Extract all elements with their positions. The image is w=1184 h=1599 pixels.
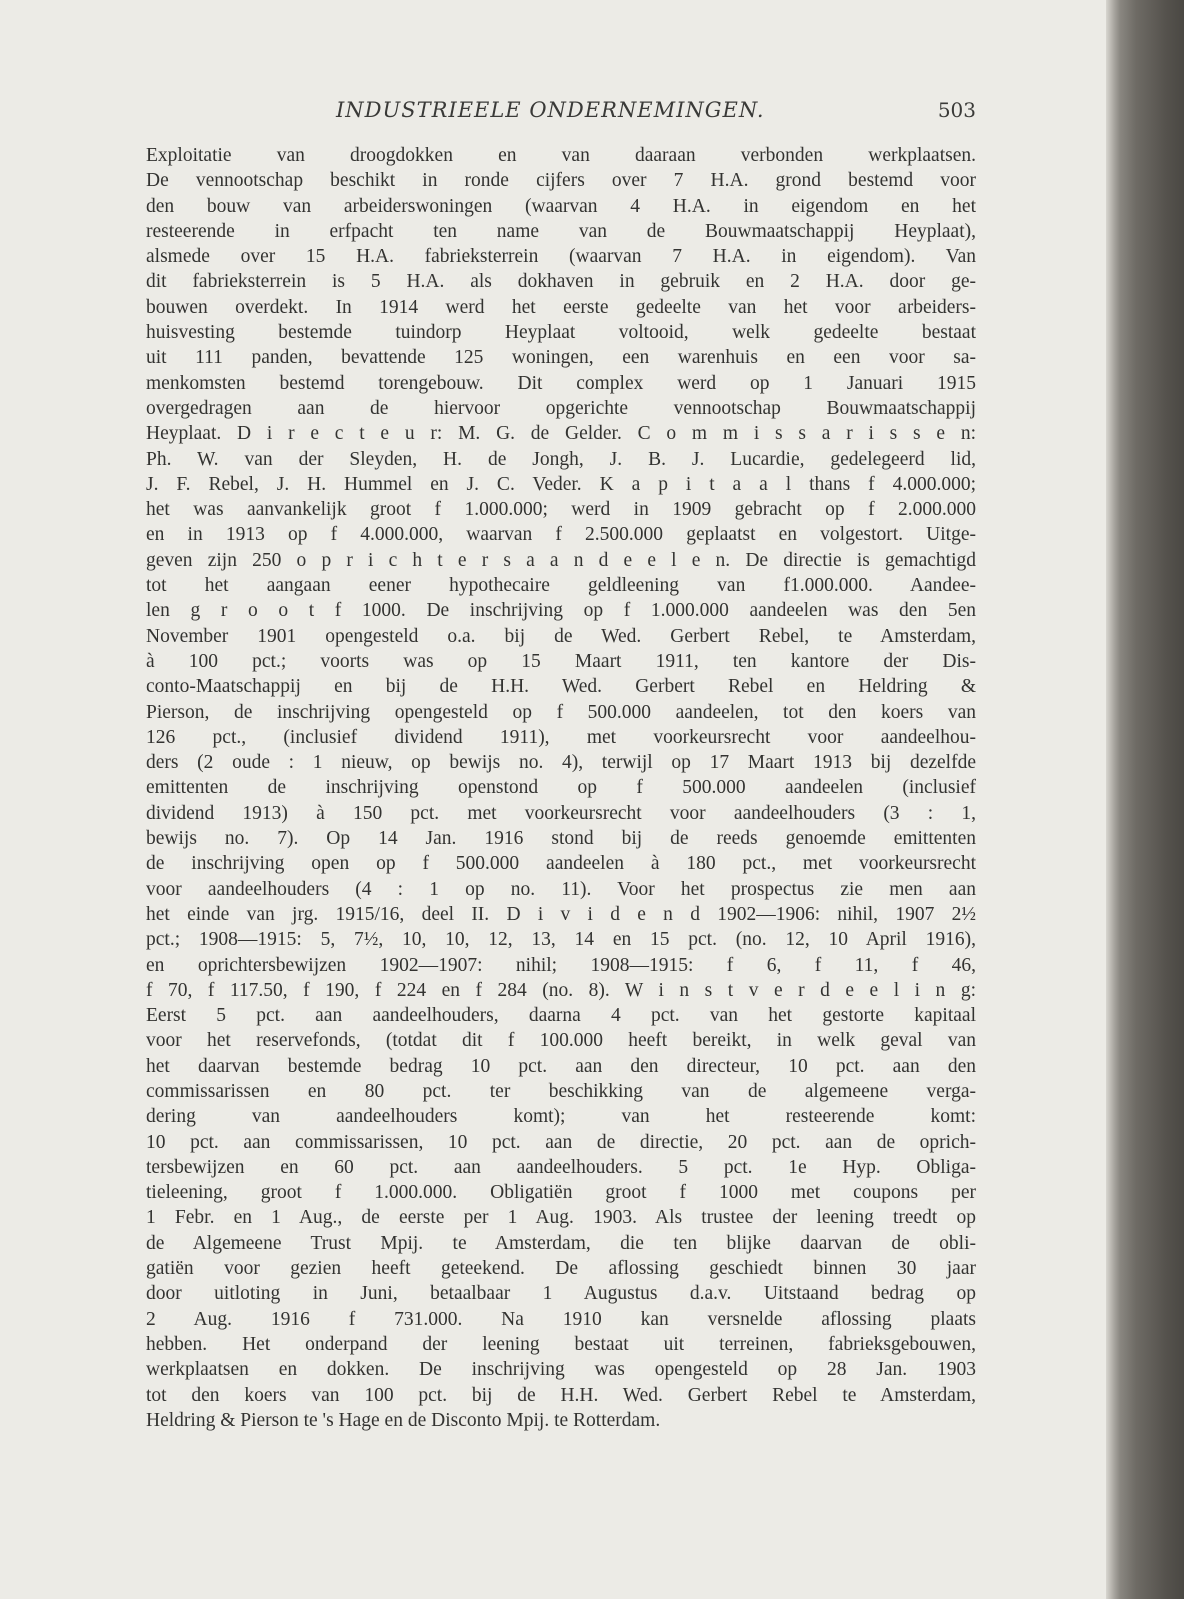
text-line: den bouw van arbeiderswoningen (waarvan 4 H.A. in eigendom en het [146, 195, 976, 217]
text-line: 126 pct., (inclusief dividend 1911), met voorkeursrecht voor aandeelhou- [146, 726, 976, 748]
text-line: huisvesting bestemde tuindorp Heyplaat voltooid, welk gedeelte bestaat [146, 322, 976, 344]
text-line: bewijs no. 7). Op 14 Jan. 1916 stond bij de reeds genoemde emittenten [146, 828, 976, 850]
text-line: door uitloting in Juni, betaalbaar 1 Augustus d.a.v. Uitstaand bedrag op [146, 1283, 976, 1305]
text-line: overgedragen aan de hiervoor opgerichte vennootschap Bouwmaatschappij [146, 397, 976, 419]
text-line: alsmede over 15 H.A. fabrieksterrein (waarvan 7 H.A. in eigendom). Van [146, 246, 976, 268]
text-line: conto-Maatschappij en bij de H.H. Wed. Gerbert Rebel en Heldring & [146, 676, 976, 698]
text-line: len g r o o t f 1000. De inschrijving op f 1.000.000 aandeelen was den 5en [146, 600, 976, 622]
text-line: dering van aandeelhouders komt); van het resteerende komt: [146, 1106, 976, 1128]
text-line: emittenten de inschrijving openstond op f 500.000 aandeelen (inclusief [146, 777, 976, 799]
text-line: dividend 1913) à 150 pct. met voorkeursrecht voor aandeelhouders (3 : 1, [146, 802, 976, 824]
text-line: 10 pct. aan commissarissen, 10 pct. aan de directie, 20 pct. aan de oprich- [146, 1131, 976, 1153]
text-line: tot den koers van 100 pct. bij de H.H. Wed. Gerbert Rebel te Amsterdam, [146, 1384, 976, 1406]
page-number: 503 [937, 98, 976, 122]
body-text [146, 143, 976, 1433]
text-line: voor het reservefonds, (totdat dit f 100.000 heeft bereikt, in welk geval van [146, 1030, 976, 1052]
text-line: f 70, f 117.50, f 190, f 224 en f 284 (no. 8). W i n s t v e r d e e l i n g: [146, 979, 976, 1001]
text-line: het einde van jrg. 1915/16, deel II. D i v i d e n d 1902—1906: nihil, 1907 2½ [146, 903, 976, 925]
text-line: Pierson, de inschrijving opengesteld op f 500.000 aandeelen, tot den koers van [146, 701, 976, 723]
text-line: geven zijn 250 o p r i c h t e r s a a n d e e l e n. De directie is gemachtigd [146, 549, 976, 571]
text-line: de inschrijving open op f 500.000 aandeelen à 180 pct., met voorkeursrecht [146, 853, 976, 875]
text-line: Heyplaat. D i r e c t e u r: M. G. de Gelder. C o m m i s s a r i s s e n: [146, 423, 976, 445]
text-line: voor aandeelhouders (4 : 1 op no. 11). Voor het prospectus zie men aan [146, 878, 976, 900]
text-line: pct.; 1908—1915: 5, 7½, 10, 10, 12, 13, 14 en 15 pct. (no. 12, 10 April 1916), [146, 929, 976, 951]
text-line: bouwen overdekt. In 1914 werd het eerste gedeelte van het voor arbeiders- [146, 296, 976, 318]
text-line: Ph. W. van der Sleyden, H. de Jongh, J. B. J. Lucardie, gedelegeerd lid, [146, 448, 976, 470]
text-line: hebben. Het onderpand der leening bestaat uit terreinen, fabrieksgebouwen, [146, 1333, 976, 1355]
text-line: werkplaatsen en dokken. De inschrijving was opengesteld op 28 Jan. 1903 [146, 1359, 976, 1381]
text-line: de Algemeene Trust Mpij. te Amsterdam, die ten blijke daarvan de obli- [146, 1232, 976, 1254]
text-line: menkomsten bestemd torengebouw. Dit complex werd op 1 Januari 1915 [146, 372, 976, 394]
text-line: J. F. Rebel, J. H. Hummel en J. C. Veder. K a p i t a a l thans f 4.000.000; [146, 473, 976, 495]
text-line: het daarvan bestemde bedrag 10 pct. aan den directeur, 10 pct. aan den [146, 1055, 976, 1077]
text-line: Eerst 5 pct. aan aandeelhouders, daarna 4 pct. van het gestorte kapitaal [146, 1005, 976, 1027]
text-line: tot het aangaan eener hypothecaire geldleening van f1.000.000. Aandee- [146, 575, 976, 597]
running-title: INDUSTRIEELE ONDERNEMINGEN. [336, 98, 765, 122]
text-line: November 1901 opengesteld o.a. bij de Wed. Gerbert Rebel, te Amsterdam, [146, 625, 976, 647]
text-line: resteerende in erfpacht ten name van de Bouwmaatschappij Heyplaat), [146, 220, 976, 242]
page-header [146, 92, 976, 132]
text-line: het was aanvankelijk groot f 1.000.000; werd in 1909 gebracht op f 2.000.000 [146, 499, 976, 521]
text-line: dit fabrieksterrein is 5 H.A. als dokhaven in gebruik en 2 H.A. door ge- [146, 271, 976, 293]
text-line: à 100 pct.; voorts was op 15 Maart 1911, ten kantore der Dis- [146, 650, 976, 672]
text-line: en oprichtersbewijzen 1902—1907: nihil; 1908—1915: f 6, f 11, f 46, [146, 954, 976, 976]
book-edge [1106, 0, 1184, 1599]
text-line: uit 111 panden, bevattende 125 woningen, een warenhuis en een voor sa- [146, 347, 976, 369]
text-line: De vennootschap beschikt in ronde cijfers over 7 H.A. grond bestemd voor [146, 170, 976, 192]
text-line: Exploitatie van droogdokken en van daaraan verbonden werkplaatsen. [146, 145, 976, 166]
text-line: en in 1913 op f 4.000.000, waarvan f 2.500.000 geplaatst en volgestort. Uitge- [146, 524, 976, 546]
text-line: commissarissen en 80 pct. ter beschikking van de algemeene verga- [146, 1080, 976, 1102]
text-line: ders (2 oude : 1 nieuw, op bewijs no. 4), terwijl op 17 Maart 1913 bij dezelfde [146, 752, 976, 774]
text-line: 1 Febr. en 1 Aug., de eerste per 1 Aug. 1903. Als trustee der leening treedt op [146, 1207, 976, 1229]
text-line: tersbewijzen en 60 pct. aan aandeelhouders. 5 pct. 1e Hyp. Obliga- [146, 1156, 976, 1178]
text-line: tieleening, groot f 1.000.000. Obligatiën groot f 1000 met coupons per [146, 1182, 976, 1204]
text-line: gatiën voor gezien heeft geteekend. De aflossing geschiedt binnen 30 jaar [146, 1258, 976, 1280]
text-line: 2 Aug. 1916 f 731.000. Na 1910 kan versnelde aflossing plaats [146, 1308, 976, 1330]
text-line: Heldring & Pierson te 's Hage en de Disconto Mpij. te Rotterdam. [146, 1409, 661, 1431]
